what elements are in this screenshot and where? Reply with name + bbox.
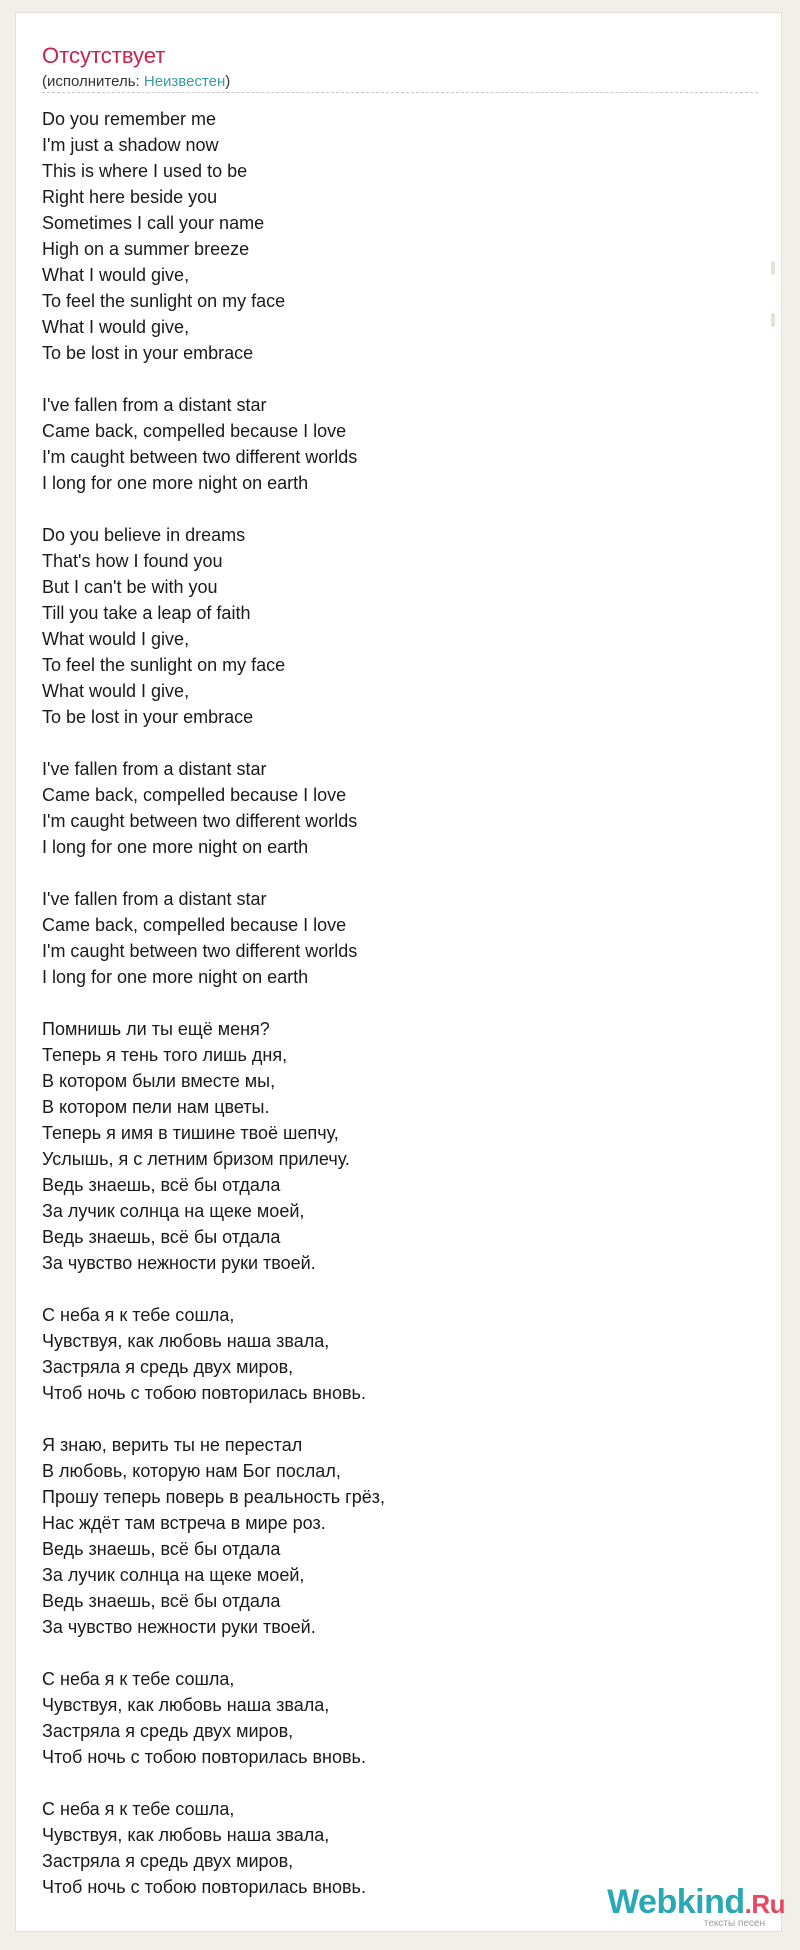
lyric-line: Застряла я средь двух миров, — [42, 1721, 294, 1741]
lyric-line: С неба я к тебе сошла, — [42, 1799, 235, 1819]
logo-tagline: тексты песен — [703, 1918, 765, 1929]
lyric-line: Чувствуя, как любовь наша звала, — [42, 1825, 330, 1845]
lyric-line: I long for one more night on earth — [42, 473, 309, 493]
lyric-line: С неба я к тебе сошла, — [42, 1669, 235, 1689]
lyric-line: Нас ждёт там встреча в мире роз. — [42, 1513, 326, 1533]
lyric-line: За лучик солнца на щеке моей, — [42, 1201, 305, 1221]
performer-line — [42, 73, 772, 91]
lyric-line: To be lost in your embrace — [42, 707, 254, 727]
lyric-line: I've fallen from a distant star — [42, 759, 267, 779]
lyric-line: But I can't be with you — [42, 577, 218, 597]
lyric-line: За чувство нежности руки твоей. — [42, 1617, 316, 1637]
performer-prefix: (исполнитель: — [42, 73, 144, 90]
lyric-line: This is where I used to be — [42, 161, 248, 181]
lyric-line: Came back, compelled because I love — [42, 785, 347, 805]
lyrics-page — [15, 12, 785, 1932]
song-header — [42, 43, 772, 91]
lyrics-stanza — [42, 1302, 762, 1406]
lyrics-stanza — [42, 392, 762, 496]
lyric-line: Ведь знаешь, всё бы отдала — [42, 1175, 281, 1195]
side-decoration — [769, 13, 775, 1931]
lyric-line: Right here beside you — [42, 187, 218, 207]
lyric-line: В котором были вместе мы, — [42, 1071, 276, 1091]
lyric-line: За чувство нежности руки твоей. — [42, 1253, 316, 1273]
logo-tld: .Ru — [744, 1889, 785, 1919]
side-dot — [771, 313, 775, 327]
lyric-line: За лучик солнца на щеке моей, — [42, 1565, 305, 1585]
header-divider — [42, 92, 758, 93]
lyrics-stanza — [42, 1016, 762, 1276]
webkind-logo[interactable] — [585, 1885, 785, 1933]
logo-wordmark — [585, 1885, 785, 1921]
logo-brand: Webkind — [607, 1883, 745, 1921]
lyric-line: Чувствуя, как любовь наша звала, — [42, 1695, 330, 1715]
lyric-line: Теперь я тень того лишь дня, — [42, 1045, 288, 1065]
lyric-line: Чувствуя, как любовь наша звала, — [42, 1331, 330, 1351]
lyric-line: Чтоб ночь с тобою повторилась вновь. — [42, 1383, 366, 1403]
lyrics-stanza — [42, 1666, 762, 1770]
lyric-line: Ведь знаешь, всё бы отдала — [42, 1591, 281, 1611]
lyric-line: I'm just a shadow now — [42, 135, 219, 155]
lyric-line: Прошу теперь поверь в реальность грёз, — [42, 1487, 386, 1507]
lyric-line: High on a summer breeze — [42, 239, 250, 259]
lyric-line: С неба я к тебе сошла, — [42, 1305, 235, 1325]
lyric-line: Do you believe in dreams — [42, 525, 246, 545]
lyric-line: To be lost in your embrace — [42, 343, 254, 363]
lyrics-stanza — [42, 756, 762, 860]
lyric-line: What would I give, — [42, 681, 190, 701]
lyric-line: Я знаю, верить ты не перестал — [42, 1435, 303, 1455]
lyrics-body — [42, 106, 762, 1926]
lyric-line: Do you remember me — [42, 109, 217, 129]
lyric-line: В котором пели нам цветы. — [42, 1097, 270, 1117]
lyric-line: Sometimes I call your name — [42, 213, 265, 233]
lyric-line: Теперь я имя в тишине твоё шепчу, — [42, 1123, 339, 1143]
lyric-line: To feel the sunlight on my face — [42, 291, 286, 311]
lyric-line: Came back, compelled because I love — [42, 915, 347, 935]
lyric-line: What would I give, — [42, 629, 190, 649]
lyric-line: Till you take a leap of faith — [42, 603, 251, 623]
lyrics-stanza — [42, 886, 762, 990]
lyric-line: Помнишь ли ты ещё меня? — [42, 1019, 270, 1039]
lyric-line: Чтоб ночь с тобою повторилась вновь. — [42, 1877, 366, 1897]
lyric-line: Застряла я средь двух миров, — [42, 1357, 294, 1377]
lyric-line: I long for one more night on earth — [42, 967, 309, 987]
lyric-line: Чтоб ночь с тобою повторилась вновь. — [42, 1747, 366, 1767]
lyric-line: Came back, compelled because I love — [42, 421, 347, 441]
lyric-line: Застряла я средь двух миров, — [42, 1851, 294, 1871]
lyric-line: That's how I found you — [42, 551, 223, 571]
lyrics-stanza — [42, 106, 762, 366]
lyric-line: Услышь, я с летним бризом прилечу. — [42, 1149, 350, 1169]
lyric-line: Ведь знаешь, всё бы отдала — [42, 1539, 281, 1559]
lyric-line: What I would give, — [42, 317, 190, 337]
performer-suffix: ) — [225, 73, 231, 90]
lyric-line: To feel the sunlight on my face — [42, 655, 286, 675]
lyrics-stanza — [42, 522, 762, 730]
lyric-line: I'm caught between two different worlds — [42, 447, 358, 467]
lyric-line: Ведь знаешь, всё бы отдала — [42, 1227, 281, 1247]
lyric-line: I've fallen from a distant star — [42, 395, 267, 415]
lyric-line: I'm caught between two different worlds — [42, 941, 358, 961]
lyrics-stanza — [42, 1432, 762, 1640]
lyric-line: I've fallen from a distant star — [42, 889, 267, 909]
song-title: Отсутствует — [42, 43, 166, 68]
lyric-line: I'm caught between two different worlds — [42, 811, 358, 831]
lyric-line: В любовь, которую нам Бог послал, — [42, 1461, 341, 1481]
performer-link[interactable]: Неизвестен — [143, 73, 226, 90]
lyric-line: What I would give, — [42, 265, 190, 285]
side-dot — [771, 261, 775, 275]
lyric-line: I long for one more night on earth — [42, 837, 309, 857]
